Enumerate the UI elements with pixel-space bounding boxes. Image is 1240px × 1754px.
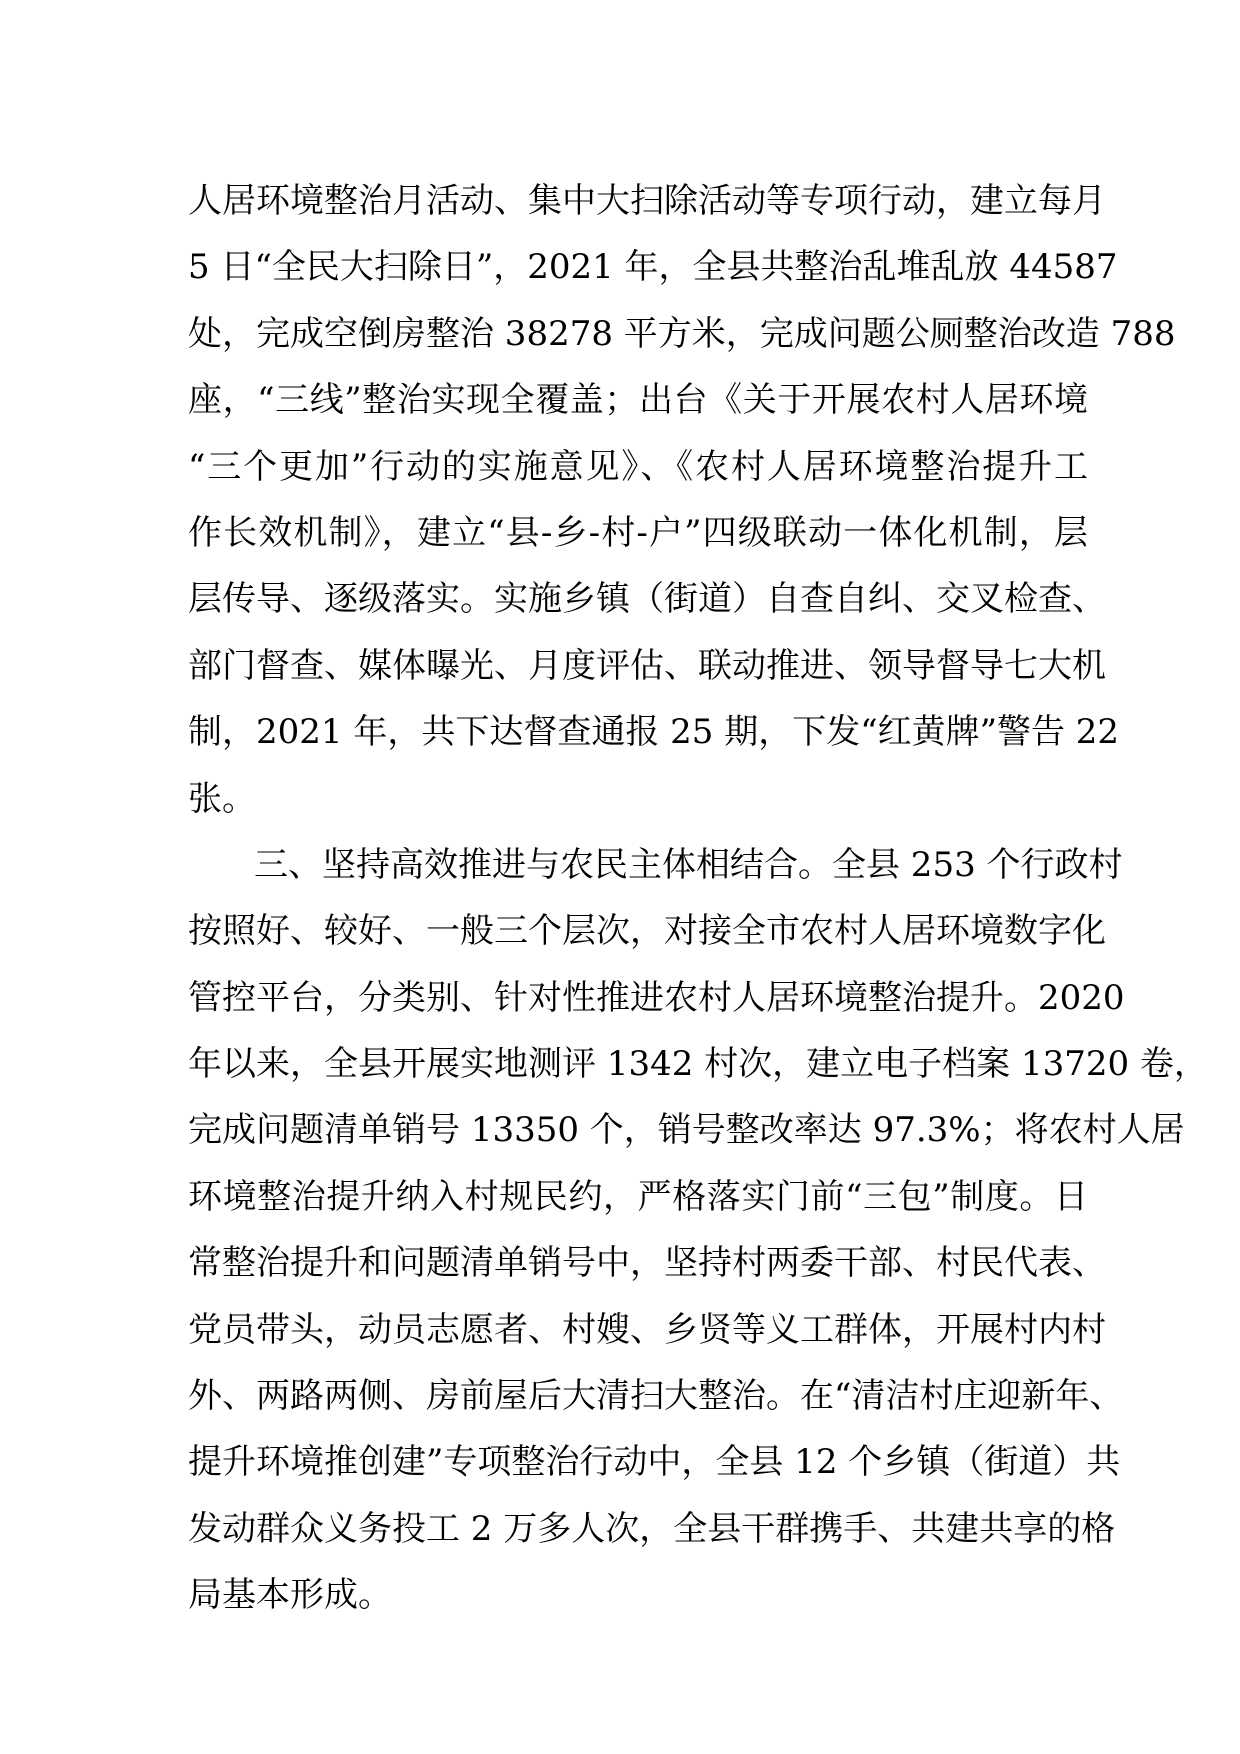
text-line: “三个更加”行动的实施意见》、《农村人居环境整治提升工 [188,446,1088,487]
text-line: 处，完成空倒房整治 38278 平方米，完成问题公厕整治改造 788 [188,313,1176,354]
text-line: 5 日“全民大扫除日”，2021 年，全县共整治乱堆乱放 44587 [188,247,1118,288]
paragraph-2 [188,832,1208,1629]
text-line: 座，“三线”整治实现全覆盖；出台《关于开展农村人居环境 [188,380,1088,421]
text-line: 党员带头，动员志愿者、村嫂、乡贤等义工群体，开展村内村 [188,1309,1106,1350]
text-line: 按照好、较好、一般三个层次，对接全市农村人居环境数字化 [188,911,1106,952]
text-line: 三、坚持高效推进与农民主体相结合。全县 253 个行政村 [254,844,1123,885]
text-line: 常整治提升和问题清单销号中，坚持村两委干部、村民代表、 [188,1243,1106,1284]
text-line: 外、两路两侧、房前屋后大清扫大整治。在“清洁村庄迎新年、 [188,1376,1124,1417]
text-line: 作长效机制》，建立“县-乡-村-户”四级联动一体化机制，层 [188,512,1088,553]
text-line: 完成问题清单销号 13350 个，销号整改率达 97.3%；将农村人居 [188,1110,1185,1151]
text-line: 发动群众义务投工 2 万多人次，全县干群携手、共建共享的格 [188,1508,1116,1549]
paragraph-1 [188,168,1176,832]
text-line: 提升环境推创建”专项整治行动中，全县 12 个乡镇（街道）共 [188,1442,1121,1483]
text-line: 局基本形成。 [188,1575,392,1616]
text-line: 部门督查、媒体曝光、月度评估、联动推进、领导督导七大机 [188,645,1106,686]
text-line: 年以来，全县开展实地测评 1342 村次，建立电子档案 13720 卷， [188,1044,1208,1085]
text-line: 张。 [188,778,256,819]
text-line: 管控平台，分类别、针对性推进农村人居环境整治提升。2020 [188,977,1125,1018]
document-body [188,168,1208,1629]
text-line: 环境整治提升纳入村规民约，严格落实门前“三包”制度。日 [188,1176,1088,1217]
text-line: 人居环境整治月活动、集中大扫除活动等专项行动，建立每月 [188,181,1106,221]
text-line: 制，2021 年，共下达督查通报 25 期，下发“红黄牌”警告 22 [188,712,1120,753]
text-line: 层传导、逐级落实。实施乡镇（街道）自查自纠、交叉检查、 [188,579,1106,620]
